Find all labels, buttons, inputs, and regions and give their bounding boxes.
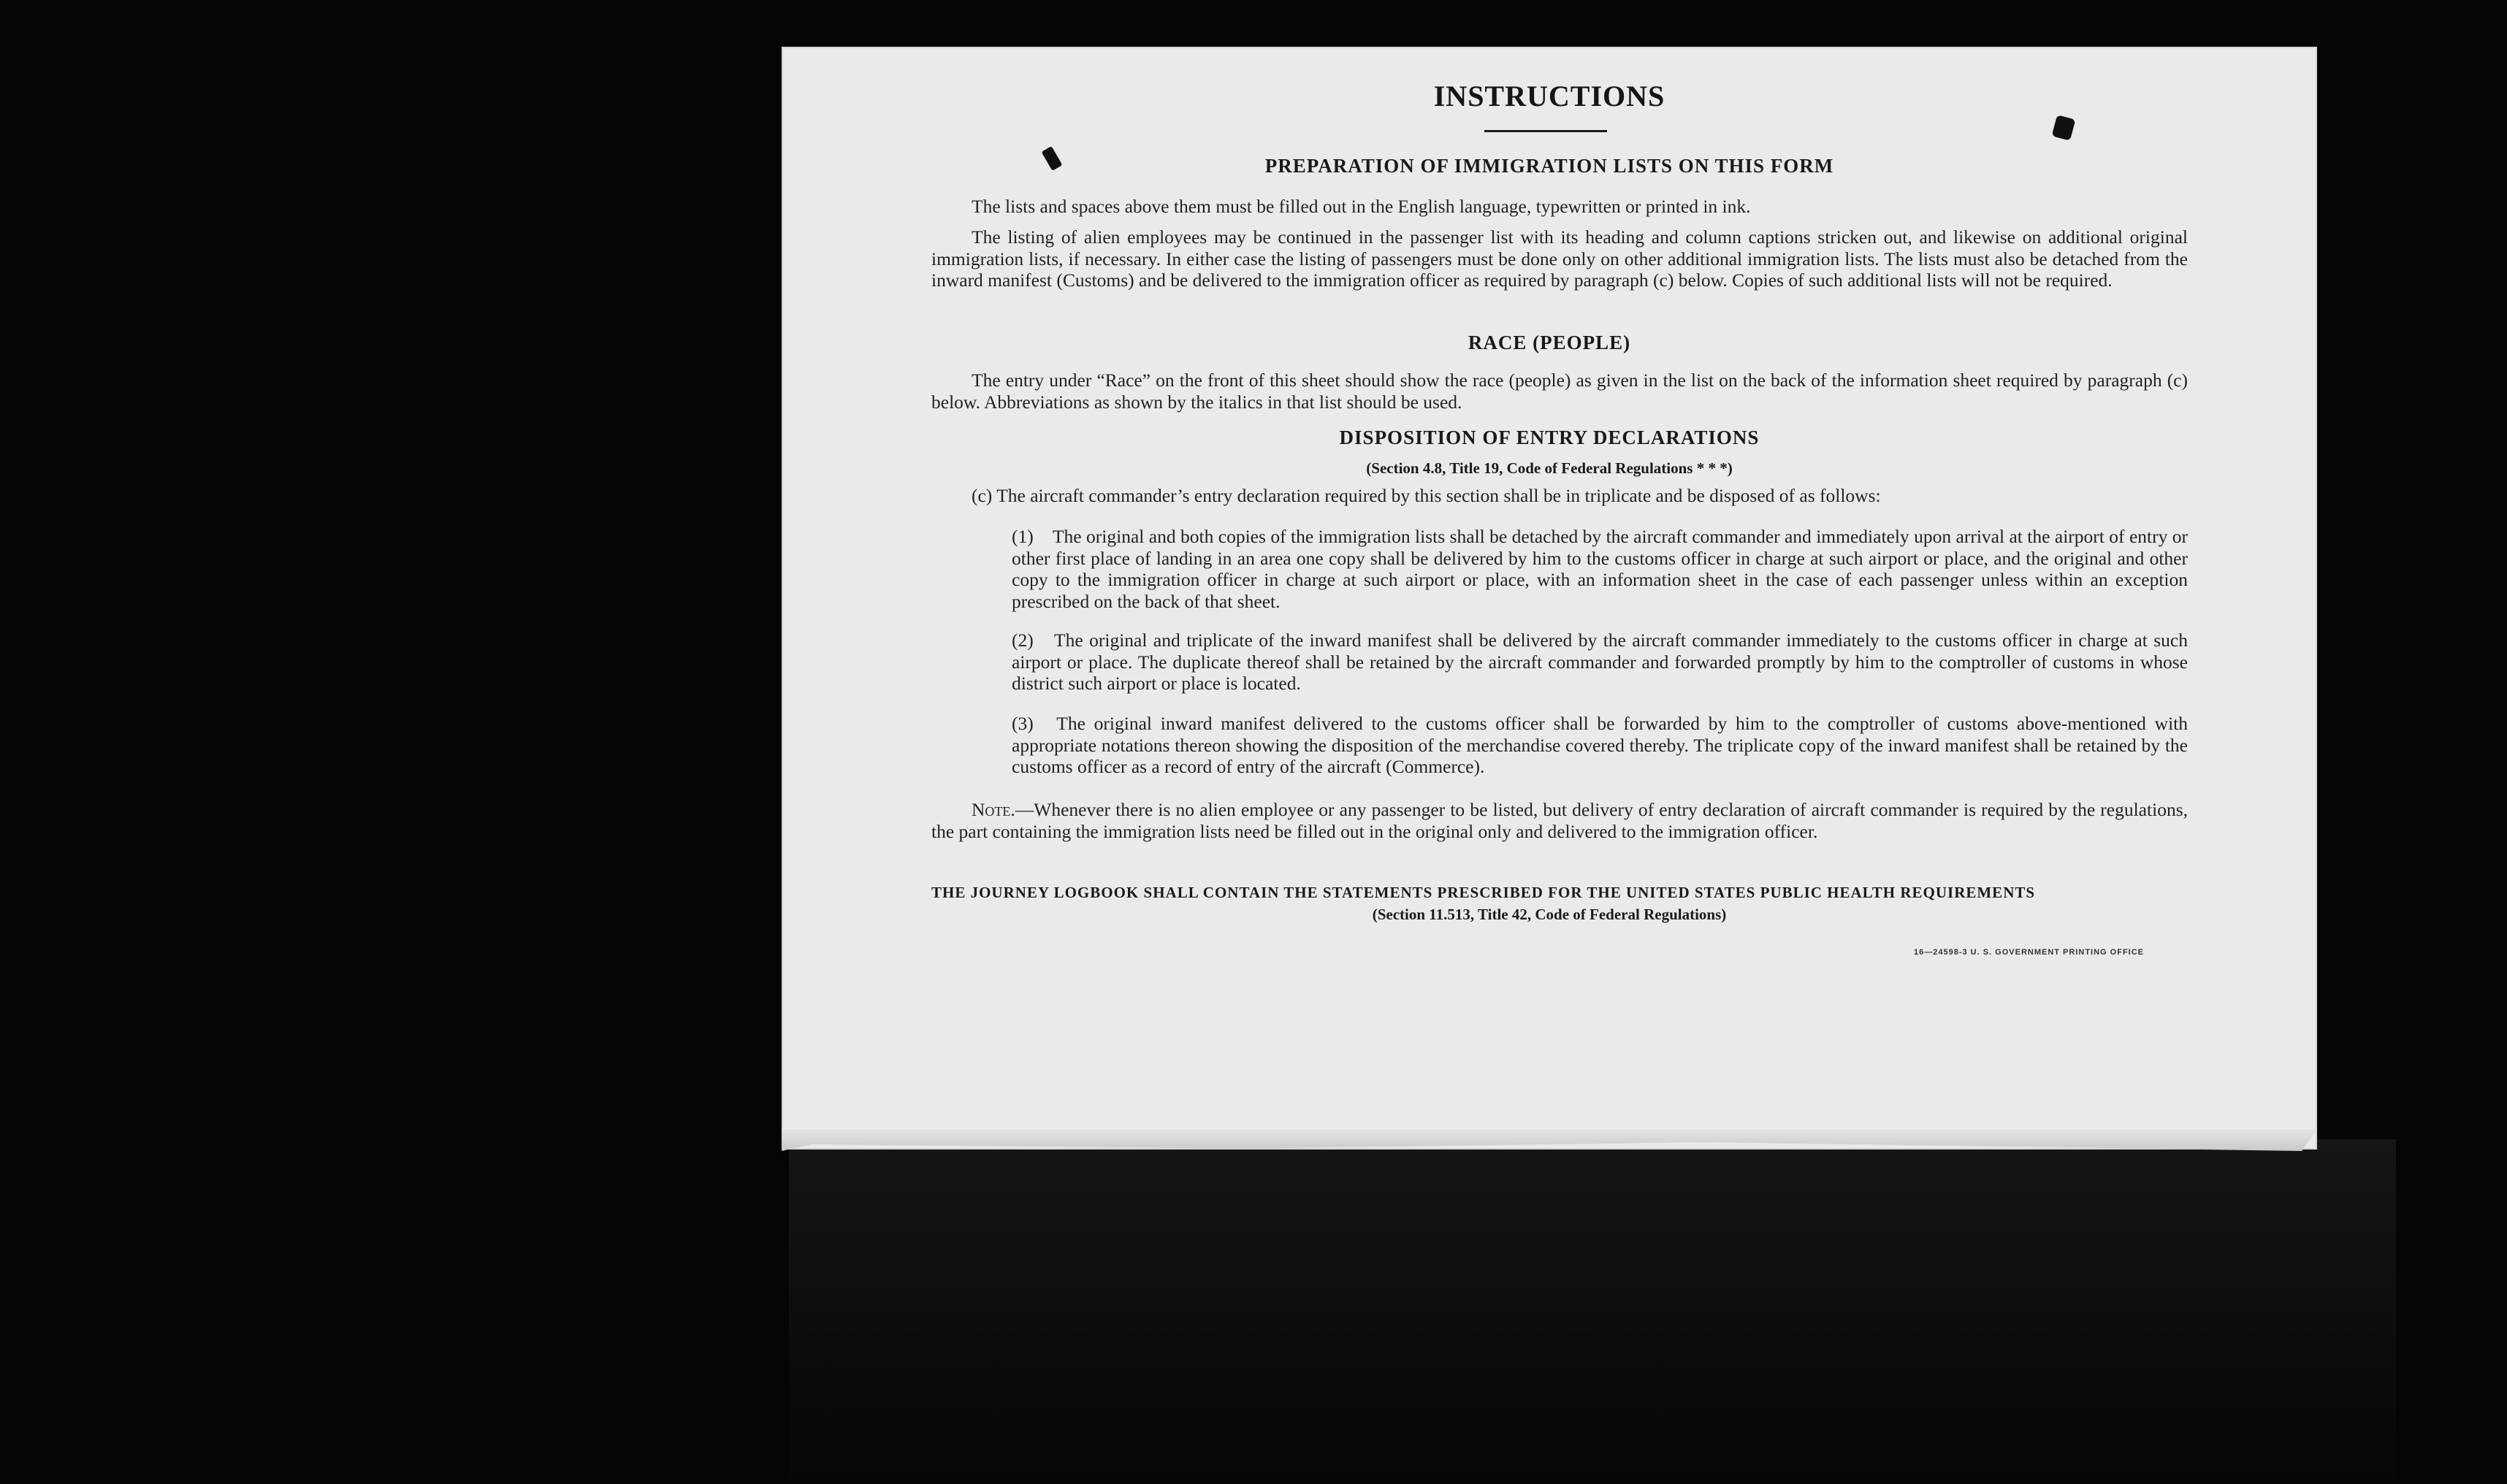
note-label: Note. — [972, 799, 1015, 820]
list-item-number: (1) — [1012, 526, 1034, 547]
paragraph-lists-language: The lists and spaces above them must be filled out in the English language, typewritten or printed in ink. — [972, 196, 1751, 217]
paragraph-race-entry: The entry under “Race” on the front of this sheet should show the race (people) as given in the list on the back of the information sheet required by paragraph (c) below. Abbreviations as shown by the italics in that list should be used. — [931, 370, 2188, 413]
logbook-citation: (Section 11.513, Title 42, Code of Federal Regulations) — [1372, 906, 1727, 923]
logbook-statement: THE JOURNEY LOGBOOK SHALL CONTAIN THE STATEMENTS PRESCRIBED FOR THE UNITED STATES PUBLIC HEALTH REQUIREMENTS — [931, 884, 2036, 901]
note-paragraph — [931, 799, 2188, 842]
paragraph-entry-declaration: (c) The aircraft commander’s entry declaration required by this section shall be in triplicate and be disposed of as follows: — [972, 485, 1881, 506]
page-title: INSTRUCTIONS — [1433, 80, 1665, 112]
document-page — [782, 47, 2317, 1150]
list-item — [1012, 526, 2188, 612]
section-heading-race: RACE (PEOPLE) — [1468, 332, 1631, 353]
list-item-number: (2) — [1012, 630, 1034, 651]
list-item-text: The original inward manifest delivered to the customs officer shall be forwarded by him to the comptroller of customs above-mentioned with appropriate notations thereon showing the disposition of the merchandise covered thereby. The triplicate copy of the inward manifest shall be retained by the customs officer as a record of entry of the aircraft (Commerce). — [1012, 713, 2188, 777]
list-item-number: (3) — [1012, 713, 1034, 734]
section-heading-disposition: DISPOSITION OF ENTRY DECLARATIONS — [1339, 427, 1760, 448]
list-item-text: The original and triplicate of the inward manifest shall be delivered by the aircraft commander immediately to the customs officer in charge at such airport or place. The duplicate thereof shall be retained by the aircraft commander and forwarded promptly by him to the comptroller of customs in whose district such airport or place is located. — [1012, 630, 2188, 694]
list-item — [1012, 713, 2188, 778]
ink-mark — [2052, 115, 2076, 141]
printer-imprint: 16—24598-3 U. S. GOVERNMENT PRINTING OFFICE — [1914, 948, 2145, 957]
section-heading-preparation: PREPARATION OF IMMIGRATION LISTS ON THIS FORM — [1264, 155, 1834, 177]
paragraph-alien-employees: The listing of alien employees may be continued in the passenger list with its heading and column captions stricken out, and likewise on additional original immigration lists, if necessary. In either case the listing of passengers must be done only on other additional immigration lists. The lists must also be detached from the inward manifest (Customs) and be delivered to the immigration officer as required by paragraph (c) below. Copies of such additional lists will not be required. — [931, 226, 2188, 291]
list-item-text: The original and both copies of the immigration lists shall be detached by the aircraft commander and immediately upon arrival at the airport of entry or other first place of landing in an area one copy shall be delivered by him to the customs officer in charge at such airport or place, and the original and other copy to the immigration officer in charge at such airport or place, with an information sheet in the case of each passenger unless within an exception prescribed on the back of that sheet. — [1012, 526, 2188, 612]
note-text: —Whenever there is no alien employee or any passenger to be listed, but delivery of entry declaration of aircraft commander is required by the regulations, the part containing the immigration lists need be filled out in the original only and delivered to the immigration officer. — [931, 799, 2188, 842]
section-citation: (Section 4.8, Title 19, Code of Federal Regulations * * *) — [1366, 459, 1733, 477]
list-item — [1012, 630, 2188, 695]
background-lower — [789, 1139, 2396, 1483]
title-rule — [1484, 130, 1607, 132]
